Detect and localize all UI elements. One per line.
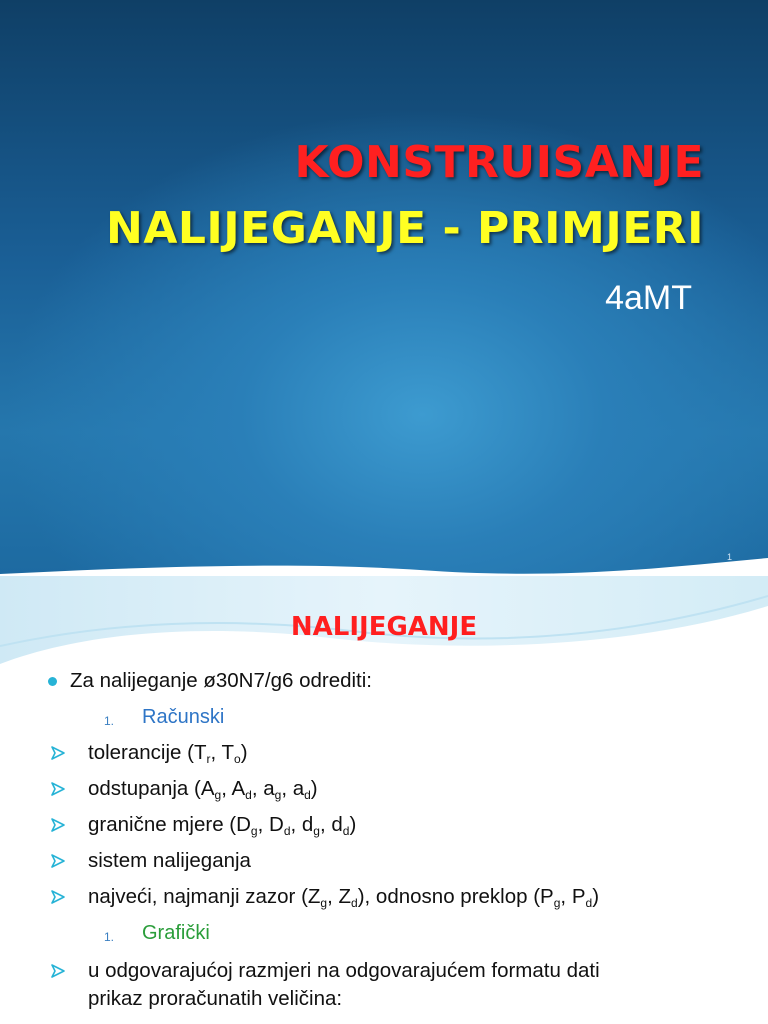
arrow-bullet-icon (50, 745, 66, 761)
section-label: Grafički (142, 922, 210, 944)
list-item-text: tolerancije ($T_r$, $T_o$) (88, 741, 248, 766)
arrow-bullet-icon (50, 963, 66, 979)
arrow-bullet-icon (50, 853, 66, 869)
slide-heading: NALIJEGANJE (290, 612, 478, 642)
list-item-text: sistem nalijeganja (88, 849, 251, 872)
list-item-text: u odgovarajućoj razmjeri na odgovarajućem formatu dati (88, 959, 600, 982)
item-number: 1. (104, 930, 115, 944)
arrow-bullet-icon (50, 889, 66, 905)
section-label: Računski (142, 706, 225, 728)
list-item-text: prikaz proračunatih veličina: (88, 987, 343, 1010)
slide-bottom-wave (0, 548, 768, 576)
slide-title (54, 130, 704, 262)
arrow-bullet-icon (50, 817, 66, 833)
title-line-1: KONSTRUISANJE (294, 137, 704, 188)
arrow-bullet-icon (50, 781, 66, 797)
slide-number: 1 (726, 552, 732, 562)
list-item-text: odstupanja ($A_g$, $A_d$, $a_g$, $a_d$) (88, 777, 318, 802)
item-number: 1. (104, 714, 115, 728)
slide-subtitle: 4aMT (605, 279, 692, 317)
content-slide (0, 576, 768, 1024)
list-item-text: najveći, najmanji zazor ($Z_g$, $Z_d$), odnosno preklop ($P_g$, $P_d$) (88, 885, 600, 910)
list-item-text: granične mjere ($D_g$, $D_d$, $d_g$, $d_d$) (88, 813, 357, 838)
intro-text: Za nalijeganje ø30N7/g6 odrediti: (70, 669, 372, 692)
title-line-2: NALIJEGANJE - PRIMJERI (106, 203, 704, 254)
round-bullet-icon (48, 677, 57, 686)
